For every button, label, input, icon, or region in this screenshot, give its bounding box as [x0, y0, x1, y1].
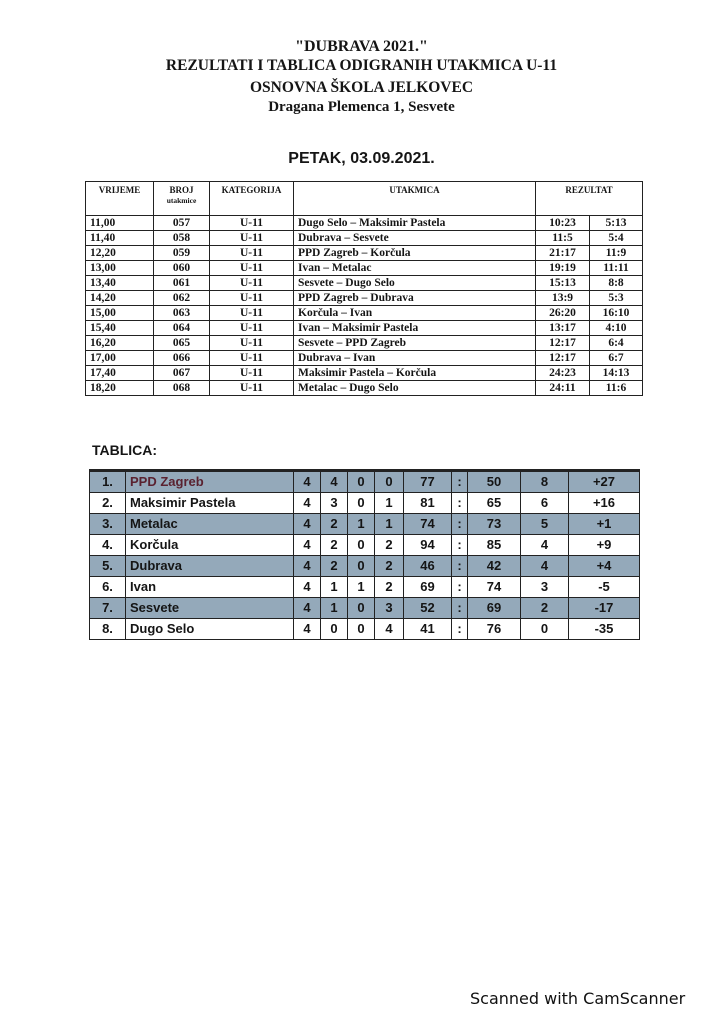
match-number: 067 — [154, 366, 210, 381]
standings-points: 8 — [521, 471, 569, 493]
match-category: U-11 — [210, 246, 294, 261]
match-number: 065 — [154, 336, 210, 351]
standings-played: 4 — [294, 577, 321, 598]
match-teams: Maksimir Pastela – Korčula — [294, 366, 536, 381]
match-result: 26:20 — [536, 306, 590, 321]
header-vrijeme: VRIJEME — [86, 182, 154, 216]
match-halftime: 5:13 — [590, 216, 643, 231]
standings-team: Dugo Selo — [126, 619, 294, 640]
standings-team: PPD Zagreb — [126, 471, 294, 493]
standings-goal-difference: +16 — [569, 493, 640, 514]
standings-goal-separator: : — [452, 535, 468, 556]
standings-team: Maksimir Pastela — [126, 493, 294, 514]
match-teams: Metalac – Dugo Selo — [294, 381, 536, 396]
standings-wins: 1 — [321, 598, 348, 619]
match-halftime: 6:7 — [590, 351, 643, 366]
standings-goals-against: 76 — [468, 619, 521, 640]
standings-goal-difference: -35 — [569, 619, 640, 640]
standings-goal-difference: +4 — [569, 556, 640, 577]
match-category: U-11 — [210, 261, 294, 276]
standings-points: 2 — [521, 598, 569, 619]
match-halftime: 11:6 — [590, 381, 643, 396]
standings-table — [89, 469, 640, 640]
doc-title: "DUBRAVA 2021." — [295, 38, 428, 55]
standings-team: Ivan — [126, 577, 294, 598]
match-category: U-11 — [210, 216, 294, 231]
standings-goals-for: 74 — [404, 514, 452, 535]
match-row — [86, 336, 643, 351]
header-utakmica: UTAKMICA — [294, 182, 536, 216]
standings-wins: 0 — [321, 619, 348, 640]
standings-team: Korčula — [126, 535, 294, 556]
header-broj-label: BROJ — [169, 185, 194, 195]
match-result: 11:5 — [536, 231, 590, 246]
standings-row — [90, 471, 640, 493]
match-category: U-11 — [210, 351, 294, 366]
standings-goals-for: 69 — [404, 577, 452, 598]
standings-losses: 0 — [375, 471, 404, 493]
standings-row — [90, 598, 640, 619]
standings-losses: 1 — [375, 514, 404, 535]
venue-address: Dragana Plemenca 1, Sesvete — [268, 99, 455, 115]
standings-position: 1. — [90, 471, 126, 493]
match-result: 24:23 — [536, 366, 590, 381]
standings-losses: 2 — [375, 535, 404, 556]
match-row — [86, 231, 643, 246]
standings-row — [90, 493, 640, 514]
standings-position: 7. — [90, 598, 126, 619]
match-number: 066 — [154, 351, 210, 366]
match-result: 13:17 — [536, 321, 590, 336]
standings-goals-against: 85 — [468, 535, 521, 556]
standings-goal-separator: : — [452, 556, 468, 577]
standings-wins: 2 — [321, 514, 348, 535]
standings-position: 6. — [90, 577, 126, 598]
standings-wins: 2 — [321, 556, 348, 577]
match-number: 064 — [154, 321, 210, 336]
standings-team: Metalac — [126, 514, 294, 535]
standings-position: 8. — [90, 619, 126, 640]
match-time: 13,40 — [86, 276, 154, 291]
standings-draws: 0 — [348, 619, 375, 640]
match-number: 057 — [154, 216, 210, 231]
standings-played: 4 — [294, 619, 321, 640]
standings-points: 6 — [521, 493, 569, 514]
standings-points: 4 — [521, 535, 569, 556]
standings-row — [90, 577, 640, 598]
standings-losses: 2 — [375, 556, 404, 577]
standings-goals-for: 77 — [404, 471, 452, 493]
match-teams: PPD Zagreb – Korčula — [294, 246, 536, 261]
standings-position: 3. — [90, 514, 126, 535]
doc-subtitle: REZULTATI I TABLICA ODIGRANIH UTAKMICA U-11 — [165, 57, 558, 74]
match-category: U-11 — [210, 321, 294, 336]
match-result: 10:23 — [536, 216, 590, 231]
standings-played: 4 — [294, 598, 321, 619]
standings-goals-against: 42 — [468, 556, 521, 577]
standings-played: 4 — [294, 471, 321, 493]
match-row — [86, 261, 643, 276]
standings-draws: 0 — [348, 556, 375, 577]
standings-goals-against: 74 — [468, 577, 521, 598]
standings-position: 2. — [90, 493, 126, 514]
match-time: 15,00 — [86, 306, 154, 321]
standings-team: Dubrava — [126, 556, 294, 577]
standings-losses: 4 — [375, 619, 404, 640]
match-date: PETAK, 03.09.2021. — [288, 150, 435, 167]
header-broj — [154, 182, 210, 216]
standings-goals-against: 73 — [468, 514, 521, 535]
match-result: 12:17 — [536, 351, 590, 366]
match-halftime: 14:13 — [590, 366, 643, 381]
standings-draws: 0 — [348, 535, 375, 556]
standings-losses: 2 — [375, 577, 404, 598]
standings-row — [90, 514, 640, 535]
standings-wins: 2 — [321, 535, 348, 556]
standings-goal-separator: : — [452, 619, 468, 640]
standings-goal-difference: +1 — [569, 514, 640, 535]
match-time: 16,20 — [86, 336, 154, 351]
match-halftime: 16:10 — [590, 306, 643, 321]
standings-goal-difference: -17 — [569, 598, 640, 619]
standings-team: Sesvete — [126, 598, 294, 619]
standings-played: 4 — [294, 514, 321, 535]
match-category: U-11 — [210, 366, 294, 381]
match-time: 18,20 — [86, 381, 154, 396]
match-row — [86, 216, 643, 231]
match-result: 15:13 — [536, 276, 590, 291]
match-time: 17,00 — [86, 351, 154, 366]
match-teams: Dubrava – Sesvete — [294, 231, 536, 246]
standings-goals-for: 81 — [404, 493, 452, 514]
standings-row — [90, 619, 640, 640]
match-category: U-11 — [210, 231, 294, 246]
standings-points: 3 — [521, 577, 569, 598]
match-teams: Korčula – Ivan — [294, 306, 536, 321]
standings-goal-separator: : — [452, 493, 468, 514]
standings-losses: 1 — [375, 493, 404, 514]
match-number: 062 — [154, 291, 210, 306]
match-halftime: 4:10 — [590, 321, 643, 336]
match-time: 12,20 — [86, 246, 154, 261]
match-number: 059 — [154, 246, 210, 261]
standings-goal-difference: +9 — [569, 535, 640, 556]
match-row — [86, 246, 643, 261]
match-halftime: 8:8 — [590, 276, 643, 291]
scanner-watermark: Scanned with CamScanner — [470, 989, 686, 1008]
standings-row — [90, 535, 640, 556]
standings-draws: 0 — [348, 598, 375, 619]
match-number: 061 — [154, 276, 210, 291]
standings-goal-difference: -5 — [569, 577, 640, 598]
header-broj-sub: utakmice — [166, 196, 197, 205]
match-halftime: 11:11 — [590, 261, 643, 276]
standings-row — [90, 556, 640, 577]
match-result: 13:9 — [536, 291, 590, 306]
match-result: 24:11 — [536, 381, 590, 396]
match-teams: Dubrava – Ivan — [294, 351, 536, 366]
standings-wins: 4 — [321, 471, 348, 493]
match-halftime: 11:9 — [590, 246, 643, 261]
match-result: 19:19 — [536, 261, 590, 276]
match-row — [86, 351, 643, 366]
standings-goals-for: 41 — [404, 619, 452, 640]
standings-position: 5. — [90, 556, 126, 577]
standings-goals-against: 50 — [468, 471, 521, 493]
match-halftime: 5:4 — [590, 231, 643, 246]
standings-points: 4 — [521, 556, 569, 577]
header-kategorija: KATEGORIJA — [210, 182, 294, 216]
match-number: 058 — [154, 231, 210, 246]
match-teams: Sesvete – Dugo Selo — [294, 276, 536, 291]
matches-table — [85, 181, 643, 396]
standings-draws: 0 — [348, 471, 375, 493]
match-time: 11,40 — [86, 231, 154, 246]
matches-header-row — [86, 182, 643, 216]
match-category: U-11 — [210, 306, 294, 321]
match-time: 13,00 — [86, 261, 154, 276]
standings-goals-for: 52 — [404, 598, 452, 619]
match-row — [86, 321, 643, 336]
standings-goal-separator: : — [452, 471, 468, 493]
match-time: 17,40 — [86, 366, 154, 381]
match-number: 060 — [154, 261, 210, 276]
match-result: 12:17 — [536, 336, 590, 351]
match-row — [86, 276, 643, 291]
standings-wins: 1 — [321, 577, 348, 598]
venue-name: OSNOVNA ŠKOLA JELKOVEC — [249, 79, 474, 96]
match-row — [86, 306, 643, 321]
match-teams: Ivan – Metalac — [294, 261, 536, 276]
match-category: U-11 — [210, 276, 294, 291]
standings-wins: 3 — [321, 493, 348, 514]
match-number: 068 — [154, 381, 210, 396]
standings-goals-for: 46 — [404, 556, 452, 577]
match-halftime: 6:4 — [590, 336, 643, 351]
standings-goals-against: 65 — [468, 493, 521, 514]
standings-goal-difference: +27 — [569, 471, 640, 493]
match-category: U-11 — [210, 336, 294, 351]
match-teams: Sesvete – PPD Zagreb — [294, 336, 536, 351]
standings-played: 4 — [294, 493, 321, 514]
match-row — [86, 366, 643, 381]
match-number: 063 — [154, 306, 210, 321]
standings-position: 4. — [90, 535, 126, 556]
standings-draws: 0 — [348, 493, 375, 514]
standings-goal-separator: : — [452, 514, 468, 535]
match-row — [86, 291, 643, 306]
standings-losses: 3 — [375, 598, 404, 619]
match-time: 11,00 — [86, 216, 154, 231]
standings-played: 4 — [294, 556, 321, 577]
header-rezultat: REZULTAT — [536, 182, 643, 216]
match-teams: Dugo Selo – Maksimir Pastela — [294, 216, 536, 231]
standings-label: TABLICA: — [92, 442, 158, 458]
match-time: 15,40 — [86, 321, 154, 336]
match-result: 21:17 — [536, 246, 590, 261]
standings-goal-separator: : — [452, 598, 468, 619]
standings-draws: 1 — [348, 514, 375, 535]
match-category: U-11 — [210, 291, 294, 306]
standings-goals-against: 69 — [468, 598, 521, 619]
standings-draws: 1 — [348, 577, 375, 598]
standings-goals-for: 94 — [404, 535, 452, 556]
standings-points: 5 — [521, 514, 569, 535]
match-halftime: 5:3 — [590, 291, 643, 306]
standings-points: 0 — [521, 619, 569, 640]
match-time: 14,20 — [86, 291, 154, 306]
match-teams: Ivan – Maksimir Pastela — [294, 321, 536, 336]
match-row — [86, 381, 643, 396]
match-teams: PPD Zagreb – Dubrava — [294, 291, 536, 306]
match-category: U-11 — [210, 381, 294, 396]
standings-played: 4 — [294, 535, 321, 556]
standings-goal-separator: : — [452, 577, 468, 598]
